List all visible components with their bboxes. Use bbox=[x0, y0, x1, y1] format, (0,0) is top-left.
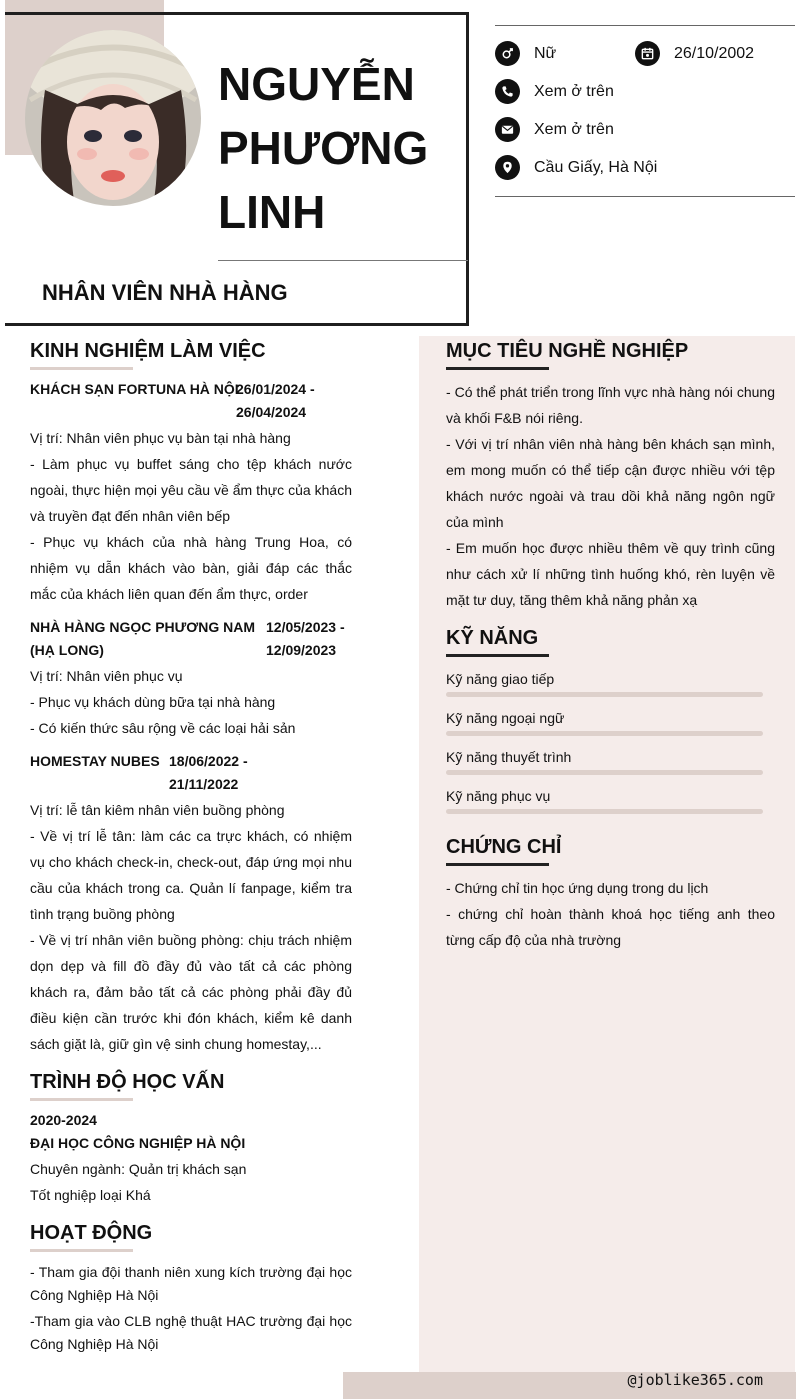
job-1-line: - Làm phục vụ buffet sáng cho tệp khách nước ngoài, thực hiện mọi yêu cầu về ẩm thực của khách và truyền đạt đến nhân viên bếp bbox=[30, 456, 352, 524]
job-2-date-start: 12/05/2023 - bbox=[266, 619, 345, 635]
job-3-line: - Về vị trí lễ tân: làm các ca trực khách, có nhiệm vụ cho khách check-in, check-out, đáp ứng mọi nhu cầu của khách trong ca. Quản lí fanpage, kiểm tra tình trạng buồng phòng bbox=[30, 828, 352, 922]
avatar bbox=[25, 30, 201, 206]
activities-heading-underline bbox=[30, 1249, 133, 1252]
education-heading: TRÌNH ĐỘ HỌC VẤN bbox=[30, 1071, 225, 1093]
phone-value[interactable]: Xem ở trên bbox=[534, 82, 614, 100]
job-1-details bbox=[30, 425, 352, 607]
activities-heading: HOẠT ĐỘNG bbox=[30, 1222, 153, 1244]
email-icon bbox=[495, 117, 520, 142]
certificates-list bbox=[446, 875, 775, 953]
job-1-date-start: 26/01/2024 - bbox=[236, 381, 315, 397]
contact-phone bbox=[495, 79, 614, 104]
contact-gender bbox=[495, 41, 556, 66]
full-name bbox=[218, 52, 463, 244]
job-3-date-start: 18/06/2022 - bbox=[169, 753, 248, 769]
activity-item: - Tham gia đội thanh niên xung kích trường đại học Công Nghiệp Hà Nội bbox=[30, 1264, 352, 1303]
skill-label: Kỹ năng phục vụ bbox=[446, 788, 551, 804]
objective-item: - Có thể phát triển trong lĩnh vực nhà hàng nói chung và khối F&B nói riêng. bbox=[446, 384, 775, 426]
skill-bar bbox=[446, 692, 763, 697]
objective-item: - Với vị trí nhân viên nhà hàng bên khách sạn mình, em mong muốn có thể tiếp cận được nhiều với tệp khách nước ngoài và trau dồi khả năng ngôn ngữ của mình bbox=[446, 436, 775, 530]
address-value: Cầu Giấy, Hà Nội bbox=[534, 158, 658, 176]
activity-item: -Tham gia vào CLB nghệ thuật HAC trường đại học Công Nghiệp Hà Nội bbox=[30, 1313, 352, 1352]
contact-address bbox=[495, 155, 657, 180]
calendar-icon bbox=[635, 41, 660, 66]
objective-item: - Em muốn học được nhiều thêm về quy trình cũng như cách xử lí những tình huống khó, rèn luyện về mặt tư duy, tăng thêm khả năng phản xạ bbox=[446, 540, 775, 608]
gender-value: Nữ bbox=[534, 44, 557, 62]
job-2-date-end: 12/09/2023 bbox=[266, 642, 337, 658]
footer-watermark: @joblike365.com bbox=[627, 1371, 763, 1389]
objective-list bbox=[446, 379, 775, 613]
email-value[interactable]: Xem ở trên bbox=[534, 120, 614, 138]
certificates-heading-underline bbox=[446, 863, 549, 866]
contact-birthday bbox=[635, 41, 754, 66]
name-line-2: PHƯƠNG bbox=[218, 122, 429, 174]
education-major: Chuyên ngành: Quản trị khách sạn bbox=[30, 1161, 247, 1177]
education-school: ĐẠI HỌC CÔNG NGHIỆP HÀ NỘI bbox=[30, 1135, 246, 1151]
contact-email bbox=[495, 117, 614, 142]
job-2-line: Vị trí: Nhân viên phục vụ bbox=[30, 668, 183, 684]
experience-heading: KINH NGHIỆM LÀM VIỆC bbox=[30, 340, 266, 362]
objective-heading: MỤC TIÊU NGHỀ NGHIỆP bbox=[446, 340, 689, 362]
job-2-company-line2: (HẠ LONG) bbox=[30, 642, 104, 658]
job-1-line: - Phục vụ khách của nhà hàng Trung Hoa, có nhiệm vụ dẫn khách vào bàn, giải đáp các thắc mắc của khách liên quan đến ẩm thực, order bbox=[30, 534, 352, 602]
contact-bottom-divider bbox=[495, 196, 795, 197]
skills-heading: KỸ NĂNG bbox=[446, 627, 539, 649]
skill-bar bbox=[446, 731, 763, 736]
job-3-details bbox=[30, 797, 352, 1057]
objective-heading-underline bbox=[446, 367, 549, 370]
name-divider bbox=[218, 260, 468, 261]
job-3-date-end: 21/11/2022 bbox=[169, 776, 239, 792]
name-line-3: LINH bbox=[218, 186, 326, 238]
job-2-line: - Có kiến thức sâu rộng về các loại hải sản bbox=[30, 720, 296, 736]
location-pin-icon bbox=[495, 155, 520, 180]
education-heading-underline bbox=[30, 1098, 133, 1101]
education-details bbox=[30, 1156, 352, 1208]
job-2-company-line1: NHÀ HÀNG NGỌC PHƯƠNG NAM bbox=[30, 619, 255, 635]
skill-label: Kỹ năng giao tiếp bbox=[446, 671, 555, 687]
birthday-value: 26/10/2002 bbox=[674, 44, 755, 62]
gender-icon bbox=[495, 41, 520, 66]
certificate-item: - Chứng chỉ tin học ứng dụng trong du lịch bbox=[446, 880, 709, 896]
skill-label: Kỹ năng ngoại ngữ bbox=[446, 710, 565, 726]
job-2-line: - Phục vụ khách dùng bữa tại nhà hàng bbox=[30, 694, 276, 710]
certificates-heading: CHỨNG CHỈ bbox=[446, 836, 562, 858]
skill-bar bbox=[446, 809, 763, 814]
job-2-details bbox=[30, 663, 352, 741]
job-1-line: Vị trí: Nhân viên phục vụ bàn tại nhà hàng bbox=[30, 430, 291, 446]
skill-label: Kỹ năng thuyết trình bbox=[446, 749, 572, 765]
certificate-item: - chứng chỉ hoàn thành khoá học tiếng anh theo từng cấp độ của nhà trường bbox=[446, 906, 775, 948]
job-1-date-end: 26/04/2024 bbox=[236, 404, 307, 420]
job-3-line: Vị trí: lễ tân kiêm nhân viên buồng phòng bbox=[30, 802, 285, 818]
job-3-company: HOMESTAY NUBES bbox=[30, 753, 160, 769]
education-grade: Tốt nghiệp loại Khá bbox=[30, 1187, 151, 1203]
job-1-company: KHÁCH SẠN FORTUNA HÀ NỘI bbox=[30, 381, 239, 397]
phone-icon bbox=[495, 79, 520, 104]
avatar-photo bbox=[25, 30, 201, 206]
experience-heading-underline bbox=[30, 367, 133, 370]
education-years: 2020-2024 bbox=[30, 1112, 97, 1128]
job-3-line: - Về vị trí nhân viên buồng phòng: chịu trách nhiệm dọn dẹp và fill đồ đầy đủ vào tất cả các phòng khách ra, đảm bảo tất cả các phòng phải đầy đủ điều kiện cần trước khi đón khách, kiểm kê danh sách giặt là, giữ gìn vệ sinh chung homestay,... bbox=[30, 932, 352, 1052]
contact-top-divider bbox=[495, 25, 795, 26]
name-line-1: NGUYỄN bbox=[218, 58, 415, 110]
skill-bar bbox=[446, 770, 763, 775]
activities-list bbox=[30, 1261, 352, 1356]
skills-heading-underline bbox=[446, 654, 549, 657]
job-title: NHÂN VIÊN NHÀ HÀNG bbox=[42, 280, 288, 305]
